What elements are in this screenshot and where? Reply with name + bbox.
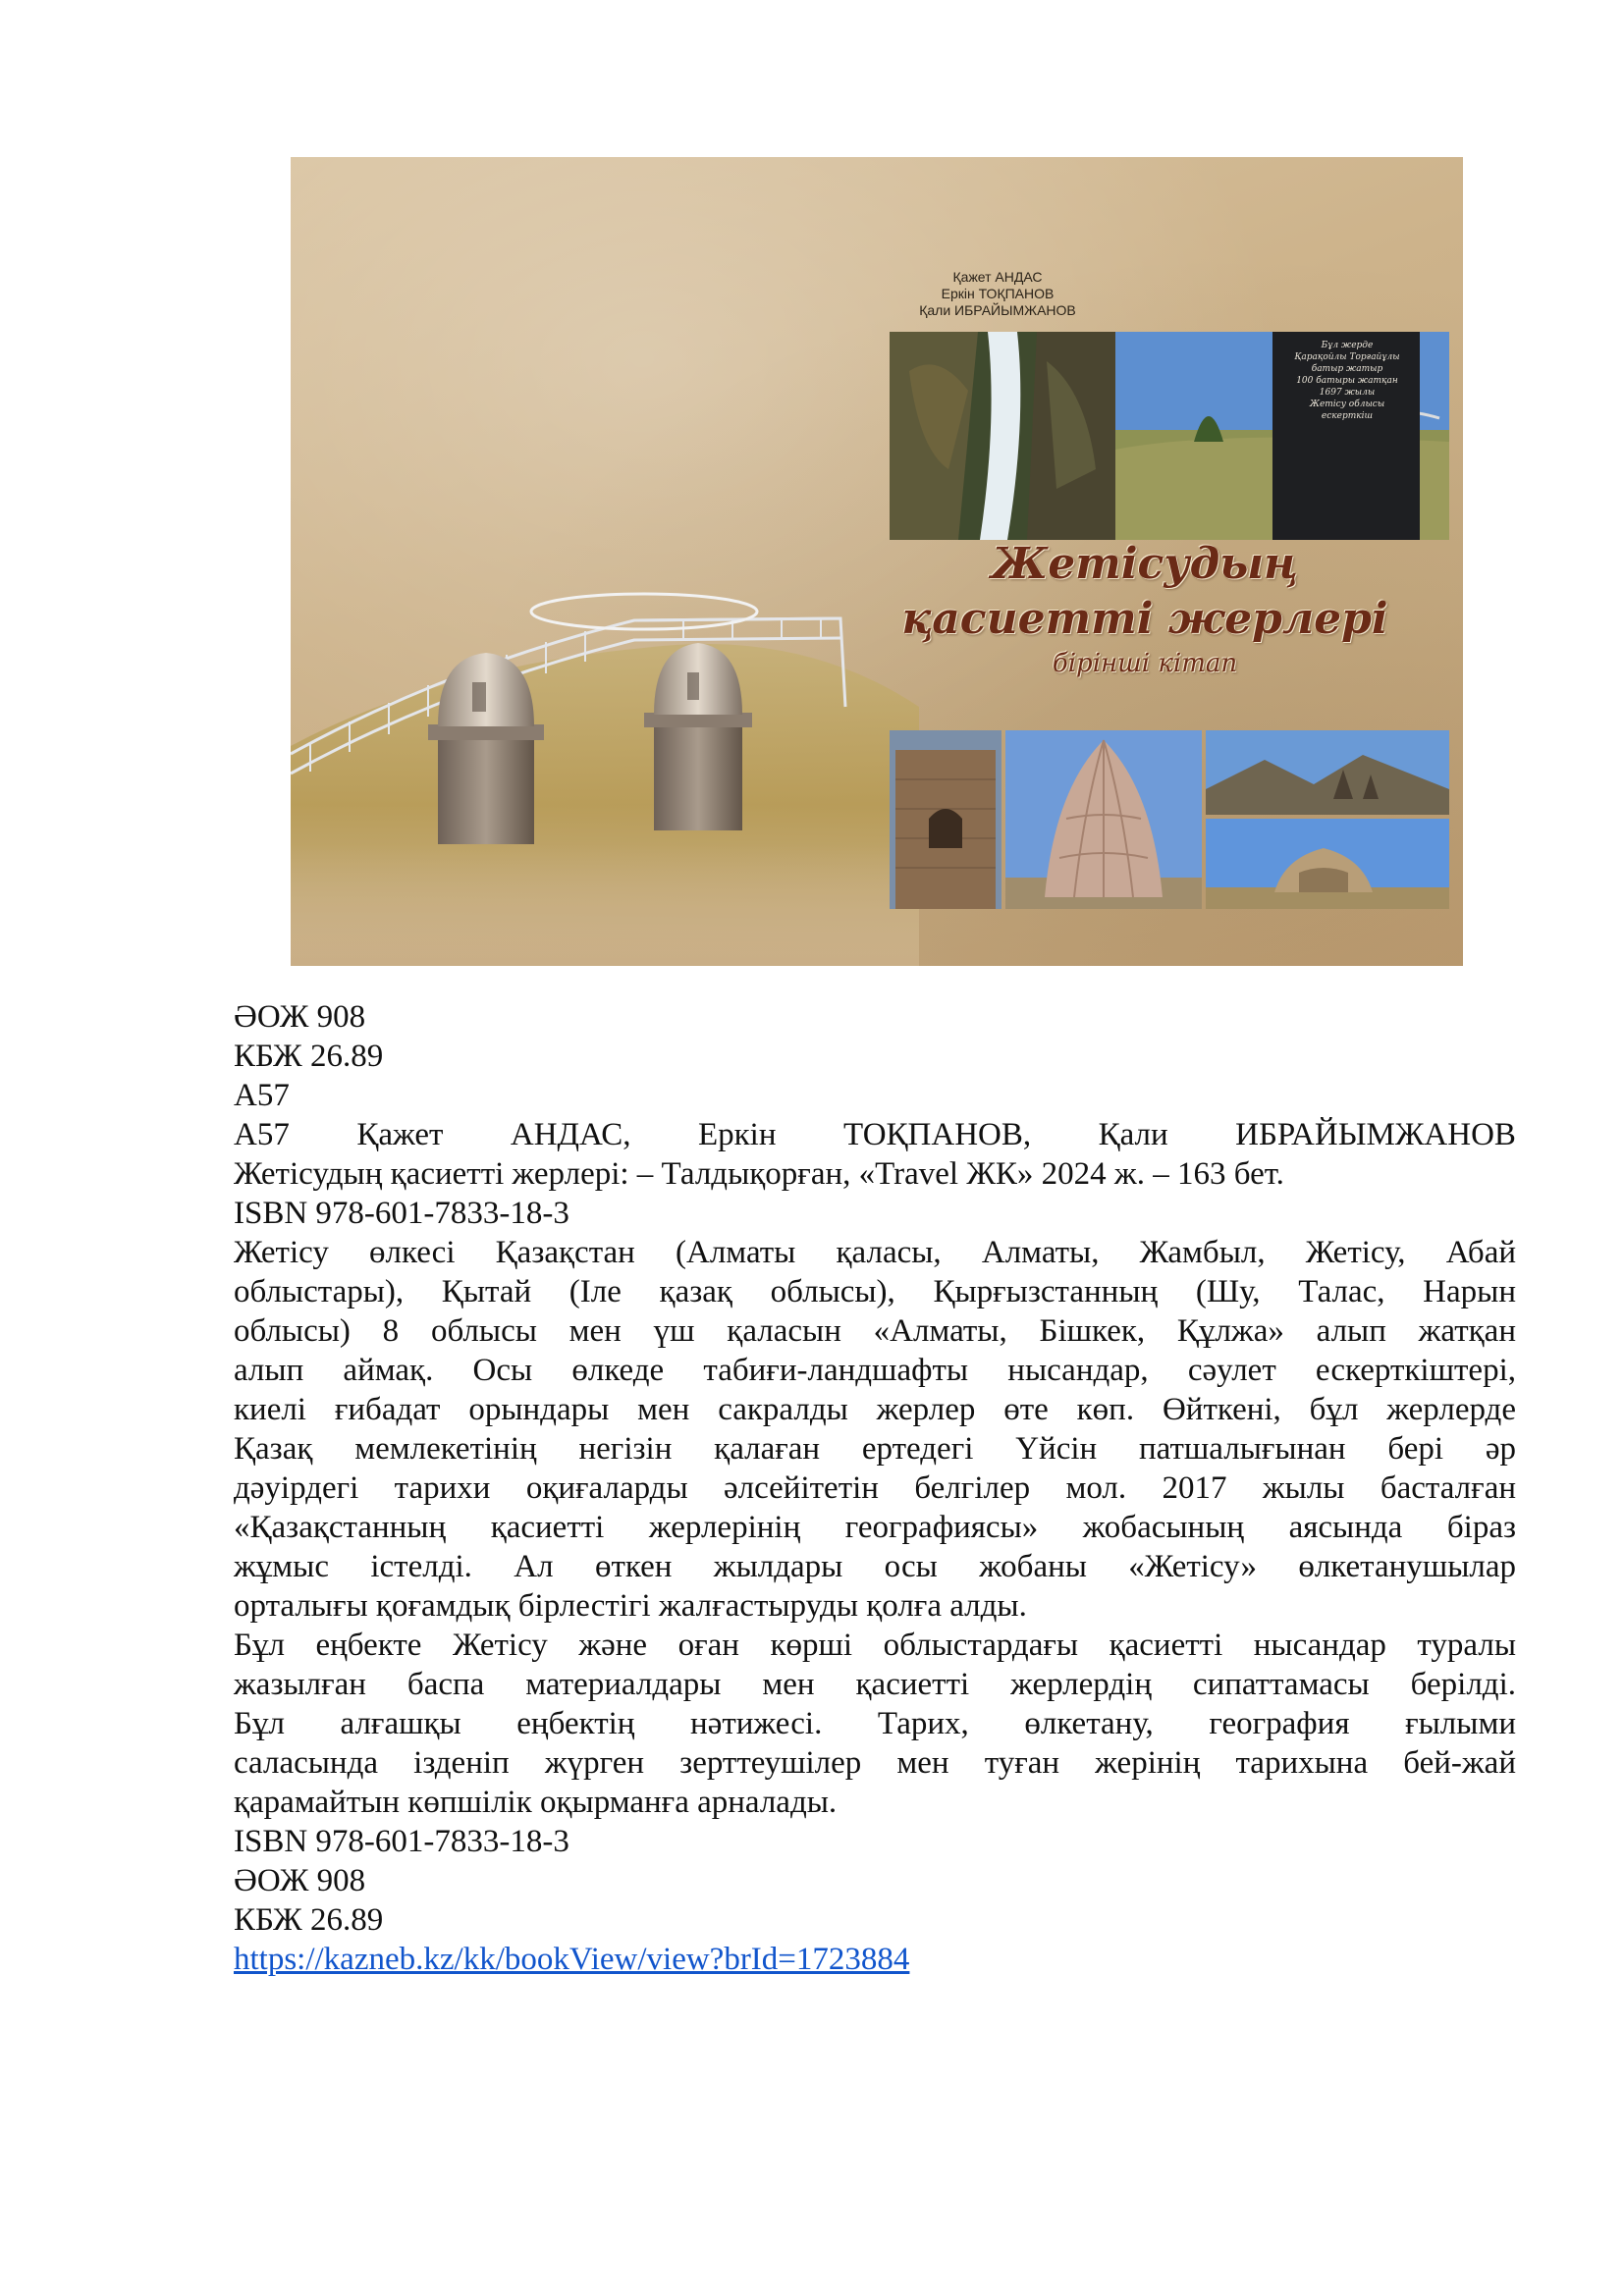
cover-authors bbox=[880, 269, 1115, 319]
cover-author: Еркін ТОҚПАНОВ bbox=[941, 286, 1055, 301]
isbn: ISBN 978-601-7833-18-3 bbox=[234, 1196, 569, 1231]
cover-author: Қали ИБРАЙЫМЖАНОВ bbox=[919, 302, 1076, 318]
steppe-plaque-photo bbox=[1115, 332, 1449, 540]
plaque-inscription: Бұл жерде Қарақойлы Торғайұлы батыр жатыр 100 батыры жатқан 1697 жылы Жетісу облысы ескерткіш bbox=[1294, 341, 1400, 421]
abstract-line: «Қазақстанның қасиетті жерлерінің географиясы» жобасының аясында біраз bbox=[234, 1510, 1516, 1545]
abstract-line: жазылған баспа материалдары мен қасиетті жерлердің сипаттамасы берілді. bbox=[234, 1667, 1516, 1702]
author-mark: А57 bbox=[234, 1078, 290, 1113]
footer-isbn: ISBN 978-601-7833-18-3 bbox=[234, 1824, 569, 1859]
ring-fence-icon bbox=[531, 594, 757, 629]
conical-tomb-photo bbox=[1005, 730, 1202, 909]
kazneb-link[interactable]: https://kazneb.kz/kk/bookView/view?brId=1723884 bbox=[234, 1942, 910, 1977]
abstract-line: жұмыс істелді. Ал өткен жылдары осы жобаны «Жетісу» өлкетанушылар bbox=[234, 1549, 1516, 1584]
mountain-monument-photo bbox=[1206, 730, 1449, 815]
cover-author: Қажет АНДАС bbox=[952, 269, 1043, 285]
cover-title-line: Жетісудың bbox=[991, 539, 1299, 589]
udc-code: ӘОЖ 908 bbox=[234, 999, 366, 1035]
lbc-code: КБЖ 26.89 bbox=[234, 1039, 384, 1074]
waterfall-photo bbox=[890, 332, 1115, 540]
cover-subtitle: бірінші кітап bbox=[1052, 649, 1238, 678]
brick-mausoleum-photo bbox=[890, 730, 1001, 909]
abstract-line: Жетісу өлкесі Қазақстан (Алматы қаласы, Алматы, Жамбыл, Жетісу, Абай bbox=[234, 1235, 1516, 1270]
book-cover bbox=[291, 157, 1463, 966]
abstract-line: саласында ізденіп жүрген зерттеушілер мен туған жерінің тарихына бей-жай bbox=[234, 1745, 1516, 1781]
abstract-line: облысы) 8 облысы мен үш қаласын «Алматы, Бішкек, Құлжа» алып жатқан bbox=[234, 1313, 1516, 1349]
abstract-line: қарамайтын көпшілік оқырманға арналады. bbox=[234, 1785, 838, 1820]
footer-udc: ӘОЖ 908 bbox=[234, 1863, 366, 1898]
footer-lbc: КБЖ 26.89 bbox=[234, 1902, 384, 1938]
abstract-line: Бұл алғашқы еңбектің нәтижесі. Тарих, өлкетану, география ғылыми bbox=[234, 1706, 1516, 1741]
arch-window-icon bbox=[929, 809, 962, 848]
abstract-line: орталығы қоғамдық бірлестігі жалғастыруды қолға алды. bbox=[234, 1588, 1027, 1624]
entry-authors-line: А57 Қажет АНДАС, Еркін ТОҚПАНОВ, Қали ИБРАЙЫМЖАНОВ bbox=[234, 1117, 1516, 1152]
abstract-line: Қазақ мемлекетінің негізін қалаған ертедегі Үйсін патшалығынан бері әр bbox=[234, 1431, 1516, 1467]
cover-title-line: қасиетті жерлері bbox=[901, 594, 1388, 644]
entry-title-line: Жетісудың қасиетті жерлері: – Талдықорған, «Travel ЖК» 2024 ж. – 163 бет. bbox=[234, 1156, 1284, 1192]
abstract-line: киелі ғибадат орындары мен сакралды жерлер өте көп. Өйткені, бұл жерлерде bbox=[234, 1392, 1516, 1427]
abstract-line: алып аймақ. Осы өлкеде табиғи-ландшафты нысандар, сәулет ескерткіштері, bbox=[234, 1353, 1516, 1388]
abstract-paragraph-2 bbox=[234, 1626, 1516, 1822]
abstract-line: облыстары), Қытай (Іле қазақ облысы), Қырғызстанның (Шу, Талас, Нарын bbox=[234, 1274, 1516, 1309]
abstract-line: дәуірдегі тарихи оқиғаларды әлсейітетін белгілер мол. 2017 жылы басталған bbox=[234, 1470, 1516, 1506]
abstract-paragraph-1 bbox=[234, 1233, 1516, 1626]
stone-tomb-photo bbox=[1206, 819, 1449, 909]
abstract-line: Бұл еңбекте Жетісу және оған көрші облыстардағы қасиетті нысандар туралы bbox=[234, 1628, 1516, 1663]
cover-title bbox=[880, 538, 1410, 679]
catalog-record bbox=[234, 997, 1516, 1979]
